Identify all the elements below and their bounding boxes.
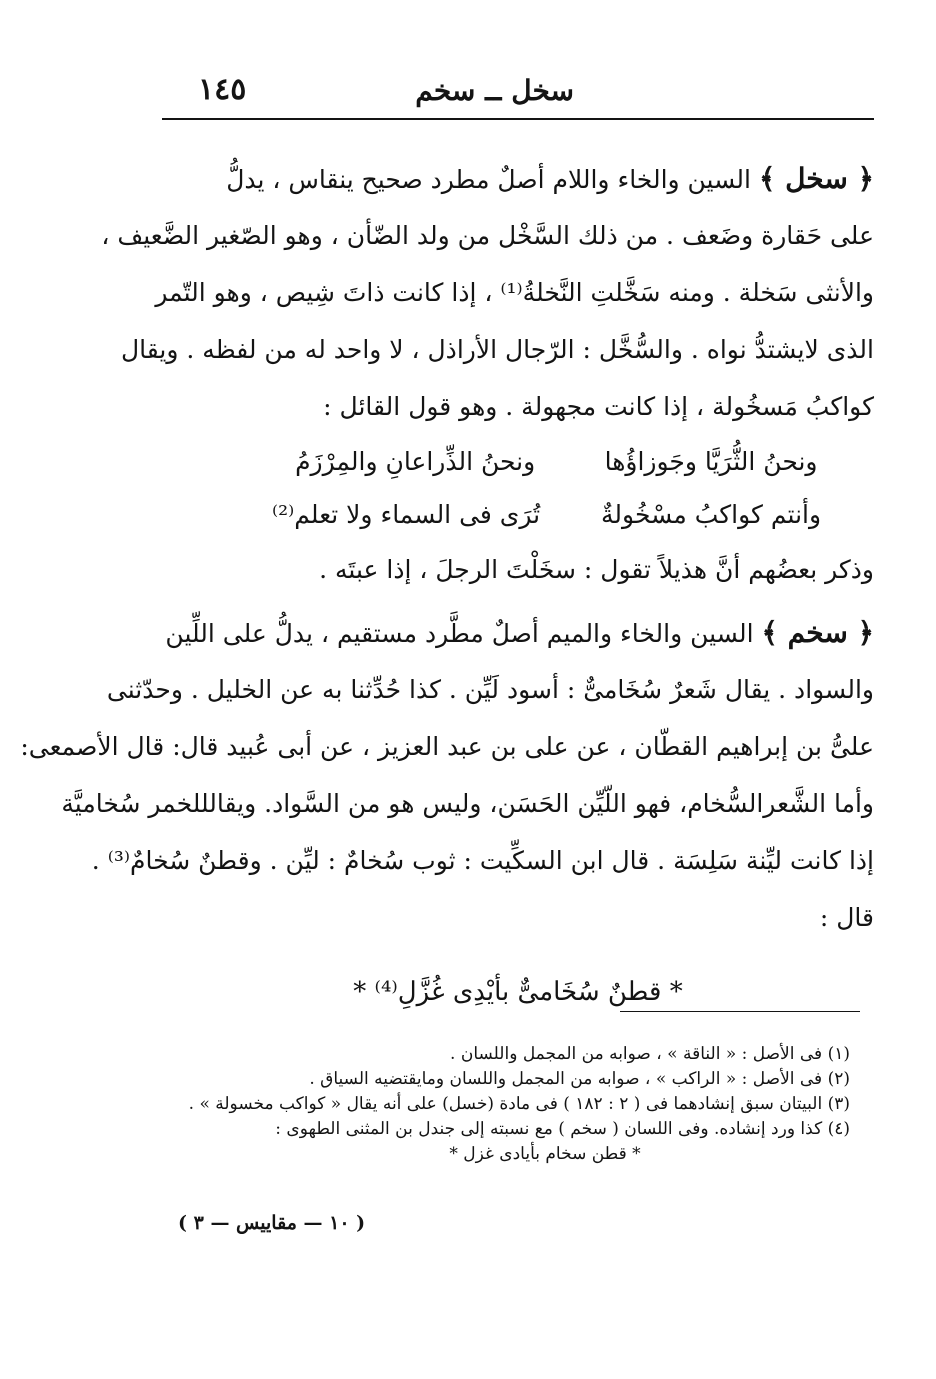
- entry-text: السين والخاء والميم أصلٌ مطَّرد مستقيم ، يدلُّ على اللِّين: [165, 619, 754, 648]
- footnote: (٢) فى الأصل : « الراكب » ، صوابه من المجمل واللسان ومايقتضيه السياق .: [309, 1069, 850, 1089]
- page-header: [162, 70, 874, 114]
- text-line: والأنثى سَخلة . ومنه سَخَّلتِ النَّخلةُ⁽¹⁾ ، إذا كانت ذاتَ شِيص ، وهو التّمر: [155, 278, 874, 307]
- text-line: [162, 604, 874, 661]
- text-line: قال :: [819, 903, 874, 932]
- entry-text: السين والخاء واللام أصلٌ مطرد صحيح ينقاس ، يدلُّ: [226, 165, 751, 194]
- head-word-sakham: ﴿ سخم ﴾: [761, 616, 874, 649]
- verse-second-hemistich: تُرَى فى السماء ولا تعلم⁽²⁾: [271, 500, 541, 529]
- poem-verse: [162, 488, 874, 541]
- footnote-verse: * قطن سخام بأيادى غزل *: [449, 1144, 641, 1164]
- text-line: والسواد . يقال شَعرٌ سُخَامىٌّ : أسود لَيِّن . كذا حُدِّثنا به عن الخليل . وحدّثنى: [106, 675, 874, 704]
- page-number: ١٤٥: [198, 72, 247, 107]
- main-text: [20, 150, 874, 1024]
- text-line: وذكر بعضُهم أنَّ هذيلاً تقول : سخَلْتَ الرجلَ ، إذا عبتَه .: [319, 555, 874, 584]
- verse-first-hemistich: وأنتم كواكبُ مسْخُولةٌ: [601, 500, 822, 529]
- verse-first-hemistich: ونحنُ الثُّرَيَّا وجَوزاؤُها: [604, 447, 818, 476]
- footnote-rule: [620, 1011, 860, 1012]
- header-rule: [162, 118, 874, 120]
- footnote: (١) فى الأصل : « الناقة » ، صوابه من المجمل واللسان .: [450, 1044, 850, 1064]
- running-title: سخل ــ سخم: [415, 74, 574, 107]
- footnote: (٤) كذا ورد إنشاده. وفى اللسان ( سخم ) مع نسبته إلى جندل بن المثنى الطهوى :: [275, 1119, 850, 1139]
- text-line: الذى لايشتدُّ نواه . والسُّخَّل : الرّجال الأراذل ، لا واحد له من لفظه . ويقال: [121, 335, 874, 364]
- text-line: [162, 150, 874, 207]
- text-line: إذا كانت ليِّنة سَلِسَة . قال ابن السكِّيت : ثوب سُخامٌ : ليِّن . وقطنٌ سُخامٌ⁽³⁾ .: [91, 846, 874, 875]
- footnotes: [160, 1042, 850, 1167]
- text-line: على حَقارة وضَعف . من ذلك السَّخْل من ولد الضّأن ، وهو الصّغير الضَّعيف ،: [101, 221, 874, 250]
- printer-signature: ( ١٠ — مقاييس — ٣ ): [178, 1212, 366, 1234]
- quoted-verse: * قطنٌ سُخَامىٌّ بأيْدِى غُزَّلِ⁽⁴⁾ *: [353, 977, 683, 1007]
- text-line: علىُّ بن إبراهيم القطّان ، عن على بن عبد العزيز ، عن أبى عُبيد قال: قال الأصمعى:: [20, 732, 874, 761]
- poem-verse: [162, 435, 874, 488]
- head-word-sakhal: ﴿ سخل ﴾: [758, 162, 874, 195]
- text-line: كواكبُ مَسخُولة ، إذا كانت مجهولة . وهو قول القائل :: [323, 392, 874, 421]
- footnote: (٣) البيتان سبق إنشادهما فى ( ٢ : ١٨٢ ) فى مادة (خسل) على أنه يقال « كواكب مخسولة » .: [188, 1094, 850, 1114]
- verse-second-hemistich: ونحنُ الذِّراعانِ والمِرْزَمُ: [295, 447, 536, 476]
- text-line: وأما الشَّعرالسُّخام، فهو اللّيِّن الحَسَن، وليس هو من السَّواد. ويقالللخمر سُخاميَّة: [61, 789, 874, 818]
